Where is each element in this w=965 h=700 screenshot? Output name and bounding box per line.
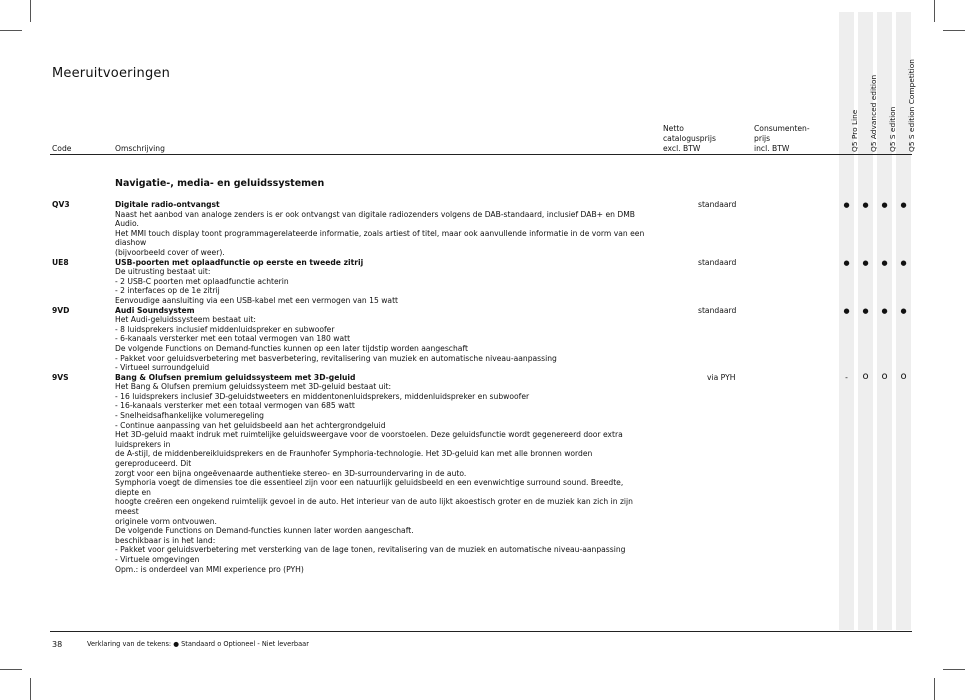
description-line: hoogte creëren een ongekend ruimtelijk gevoel in de auto. Het interieur van de auto lijkt akoestisch groter en de muziek kan zich in zijn meest <box>115 497 633 516</box>
description-line: (bijvoorbeeld cover of weer). <box>115 247 225 257</box>
entry-9vd <box>0 306 965 373</box>
availability-mark: ● <box>843 258 850 267</box>
availability-mark: ● <box>862 306 869 315</box>
crop-mark <box>943 669 965 670</box>
availability-mark: o <box>881 370 888 382</box>
description-line: De uitrusting bestaat uit: <box>115 267 211 277</box>
entry-qv3 <box>0 200 965 258</box>
crop-mark <box>943 30 965 31</box>
availability-mark: ● <box>900 306 907 315</box>
availability-mark: ● <box>843 306 850 315</box>
header-code: Code <box>52 144 72 153</box>
description-line: - 2 interfaces op de 1e zitrij <box>115 286 220 296</box>
header-netto: Netto catalogusprijs excl. BTW <box>663 124 716 153</box>
availability-mark: ● <box>843 201 850 209</box>
entry-description <box>115 200 645 258</box>
description-line: De volgende Functions on Demand-functies kunnen op een later tijdstip worden aangeschaft <box>115 343 468 353</box>
description-line: De volgende Functions on Demand-functies kunnen later worden aangeschaft. <box>115 526 414 536</box>
description-line: - 16-kanaals versterker met een totaal vermogen van 685 watt <box>115 401 355 411</box>
entries-list <box>0 200 965 574</box>
crop-mark <box>934 678 935 700</box>
entry-description <box>115 373 645 574</box>
description-line: - 2 USB-C poorten met oplaadfunctie achterin <box>115 276 289 286</box>
crop-mark <box>0 669 22 670</box>
description-line: Het 3D-geluid maakt indruk met ruimtelijke geluidsweergave voor de voorstoelen. Deze geluidsfunctie wordt gegenereerd door extra luidsprekers in <box>115 430 623 449</box>
entry-price: standaard <box>698 200 737 209</box>
entry-name: Audi Soundsystem <box>115 305 195 315</box>
availability-mark: ● <box>881 201 888 209</box>
description-line: Eenvoudige aansluiting via een USB-kabel met een vermogen van 15 watt <box>115 295 399 305</box>
entry-name: USB-poorten met oplaadfunctie op eerste en tweede zitrij <box>115 257 364 267</box>
header-consumenten: Consumenten- prijs incl. BTW <box>754 124 810 153</box>
availability-mark: ● <box>900 201 907 209</box>
description-line: zorgt voor een bijna ongeëvenaarde authentieke stereo- en 3D-surroundervaring in de auto. <box>115 468 467 478</box>
footer-divider <box>50 631 912 632</box>
description-line: beschikbaar is in het land: <box>115 535 216 545</box>
description-line: Het Audi-geluidssysteem bestaat uit: <box>115 315 256 325</box>
page-title: Meeruitvoeringen <box>52 66 171 81</box>
entry-code: 9VD <box>52 305 70 315</box>
entry-9vs <box>0 370 965 574</box>
crop-mark <box>0 30 22 31</box>
page-number: 38 <box>52 640 63 649</box>
description-line: Het MMI touch display toont programmagerelateerde informatie, zoals artiest of titel, maar ook aanvullende informatie in de vorm van een diashow <box>115 228 645 248</box>
availability-mark: ● <box>862 258 869 267</box>
availability-mark: ● <box>881 306 888 315</box>
description-line: - Pakket voor geluidsverbetering met basverbetering, revitalisering van muziek en automatische niveau-aanpassing <box>115 353 557 363</box>
description-line: - 16 luidsprekers inclusief 3D-geluidstweeters en middentonenluidsprekers, middenluidspreker en subwoofer <box>115 391 530 401</box>
crop-mark <box>30 678 31 700</box>
header-divider <box>50 154 912 155</box>
description-line: Symphoria voegt de dimensies toe die essentieel zijn voor een natuurlijk geluidsbeeld en een evenwichtige surround sound. Breedte, diepte en <box>115 478 624 497</box>
entry-price: via PYH <box>707 372 736 382</box>
availability-mark: ● <box>881 258 888 267</box>
description-line: - 8 luidsprekers inclusief middenluidspreker en subwoofer <box>115 324 335 334</box>
entry-name: Digitale radio-ontvangst <box>115 200 220 209</box>
availability-mark: o <box>862 370 869 382</box>
description-line: Het Bang & Olufsen premium geluidssysteem met 3D-geluid bestaat uit: <box>115 382 392 392</box>
section-title: Navigatie-, media- en geluidssystemen <box>115 178 325 189</box>
description-line: Opm.: is onderdeel van MMI experience pro (PYH) <box>115 564 304 574</box>
description-line: de A-stijl, de middenbereikluidsprekers en de Fraunhofer Symphoria-technologie. Het 3D-geluid kan met alle bronnen worden gereproduceerd. Dit <box>115 449 593 469</box>
availability-mark: - <box>845 372 848 382</box>
description-line: Naast het aanbod van analoge zenders is er ook ontvangst van digitale radiozenders volgens de DAB-standaard, inclusief DAB+ en DMB Audio. <box>115 209 635 229</box>
description-line: - Pakket voor geluidsverbetering met versterking van de lage tonen, revitalisering van de muziek en automatische niveau-aanpassing <box>115 545 626 555</box>
crop-mark <box>934 0 935 22</box>
description-line: - 6-kanaals versterker met een totaal vermogen van 180 watt <box>115 334 351 344</box>
legend: Verklaring van de tekens: ● Standaard o Optioneel - Niet leverbaar <box>87 640 309 648</box>
entry-description <box>115 258 645 306</box>
entry-name: Bang & Olufsen premium geluidssysteem met 3D-geluid <box>115 372 356 382</box>
description-line: - Virtuele omgevingen <box>115 554 200 564</box>
description-line: - Snelheidsafhankelijke volumeregeling <box>115 411 264 421</box>
entry-code: UE8 <box>52 257 69 267</box>
description-line: - Virtueel surroundgeluid <box>115 363 210 373</box>
entry-price: standaard <box>698 305 737 315</box>
availability-mark: ● <box>862 201 869 209</box>
availability-mark: o <box>900 370 907 382</box>
crop-mark <box>30 0 31 22</box>
header-omschrijving: Omschrijving <box>115 144 165 153</box>
availability-mark: ● <box>900 258 907 267</box>
description-line: - Continue aanpassing van het geluidsbeeld aan het achtergrondgeluid <box>115 420 386 430</box>
entry-code: 9VS <box>52 372 69 382</box>
entry-description <box>115 306 645 373</box>
entry-price: standaard <box>698 257 737 267</box>
entry-code: QV3 <box>52 200 70 209</box>
description-line: originele vorm ontvouwen. <box>115 516 217 526</box>
entry-ue8 <box>0 258 965 306</box>
